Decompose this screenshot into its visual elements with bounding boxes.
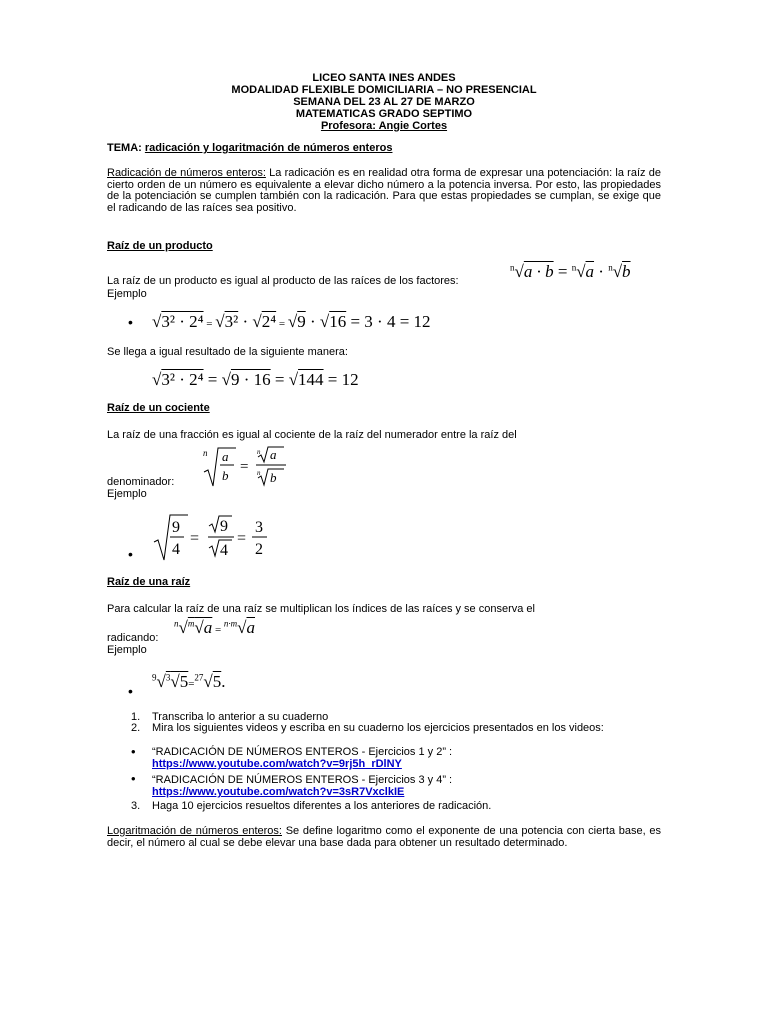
task-3-number: 3. [131, 800, 141, 812]
cociente-text: La raíz de una fracción es igual al cociente de la raíz del numerador entre la raíz del [107, 429, 517, 441]
cociente-ejemplo: Ejemplo [107, 488, 147, 500]
video-2-link-line [152, 786, 662, 798]
raiz-raiz-text2: radicando: [107, 632, 159, 644]
quotient-rule-formula [200, 444, 300, 490]
producto-ejemplo: Ejemplo [107, 288, 147, 300]
tema-label: TEMA: [107, 142, 142, 154]
logaritmacion-paragraph: Logaritmación de números enteros: Se define logaritmo como el exponente de una potencia con cierta base, es decir, el número al cual se debe elevar una base dada para obtener un resultado determinado. [107, 825, 662, 849]
tema-title: radicación y logaritmación de números enteros [144, 142, 393, 154]
svg-text:9: 9 [220, 518, 228, 535]
same-result-text: Se llega a igual resultado de la siguiente manera: [107, 346, 348, 358]
svg-text:b: b [222, 468, 229, 483]
task-2-number: 2. [131, 722, 141, 734]
svg-text:4: 4 [220, 542, 228, 559]
svg-text:n: n [257, 448, 261, 456]
producto-text: La raíz de un producto es igual al producto de las raíces de los factores: [107, 275, 459, 287]
svg-text:b: b [270, 470, 277, 485]
video-2-link[interactable]: https://www.youtube.com/watch?v=3sR7VxclkIE [152, 786, 405, 798]
bullet: • [128, 683, 133, 699]
video-1-link[interactable]: https://www.youtube.com/watch?v=9rj5h_rDlNY [152, 758, 402, 770]
task-1-number: 1. [131, 711, 141, 723]
svg-text:n: n [203, 448, 208, 458]
svg-text:=: = [237, 530, 247, 547]
bullet: • [128, 546, 133, 562]
svg-text:3: 3 [255, 519, 263, 536]
quotient-example-formula [152, 512, 277, 564]
task-2: Mira los siguientes videos y escriba en su cuaderno los ejercicios presentados en los videos: [152, 722, 604, 734]
cociente-heading: Raíz de un cociente [107, 402, 210, 414]
school-name: LICEO SANTA INES ANDES [312, 72, 456, 84]
subject: MATEMATICAS GRADO SEPTIMO [295, 108, 473, 120]
product-rule-formula: $^n$√a · b = $^n$√a · $^n$√b [510, 262, 631, 281]
bullet: • [128, 314, 133, 330]
week: SEMANA DEL 23 AL 27 DE MARZO [293, 96, 475, 108]
raiz-raiz-ejemplo: Ejemplo [107, 644, 147, 656]
modality: MODALIDAD FLEXIBLE DOMICILIARIA – NO PRESENCIAL [231, 84, 537, 96]
svg-text:4: 4 [172, 541, 180, 558]
svg-text:n: n [257, 469, 261, 477]
bullet: • [131, 744, 136, 759]
raiz-raiz-heading: Raíz de una raíz [107, 576, 191, 588]
svg-text:9: 9 [172, 519, 180, 536]
svg-text:=: = [190, 530, 200, 547]
video-1-title: “RADICACIÓN DE NÚMEROS ENTEROS - Ejercicios 1 y 2” : [152, 746, 453, 758]
producto-heading: Raíz de un producto [107, 240, 213, 252]
svg-text:=: = [240, 459, 249, 475]
radicacion-paragraph: Radicación de números enteros: La radicación es en realidad otra forma de expresar una potenciación: la raíz de cierto orden de un número es equivalente a elevar dicho número a la potencia inversa. Por esto, las propiedades de la potenciación se cumplen también con la radicación. Para que estas propiedades se cumplan, se exige que el radicando de las raíces sea positivo. [107, 167, 661, 214]
raiz-raiz-text: Para calcular la raíz de una raíz se multiplican los índices de las raíces y se conserva el [107, 603, 535, 615]
tema-line [107, 142, 392, 154]
root-of-root-formula: $^n$√$^m$√a = $^{n\cdot m}$√a [174, 618, 255, 637]
product-example-formula: √3² · 2⁴ = √3² · √2⁴ = √9 · √16 = 3 · 4 = 12 [152, 312, 431, 331]
task-1: Transcriba lo anterior a su cuaderno [152, 711, 329, 723]
product-alt-formula: √3² · 2⁴ = √9 · 16 = √144 = 12 [152, 370, 359, 389]
svg-text:a: a [270, 447, 277, 462]
cociente-text2: denominador: [107, 476, 175, 488]
bullet: • [131, 771, 136, 786]
teacher: Profesora: Angie Cortes [320, 120, 448, 132]
svg-text:2: 2 [255, 541, 263, 558]
svg-text:a: a [222, 449, 229, 464]
root-of-root-example: $^9$√$^3$√5=$^{27}$√5. [152, 672, 226, 691]
video-1-link-line [152, 758, 662, 770]
task-3: Haga 10 ejercicios resueltos diferentes a los anteriores de radicación. [152, 800, 492, 812]
video-2-title: “RADICACIÓN DE NÚMEROS ENTEROS - Ejercicios 3 y 4” : [152, 774, 453, 786]
